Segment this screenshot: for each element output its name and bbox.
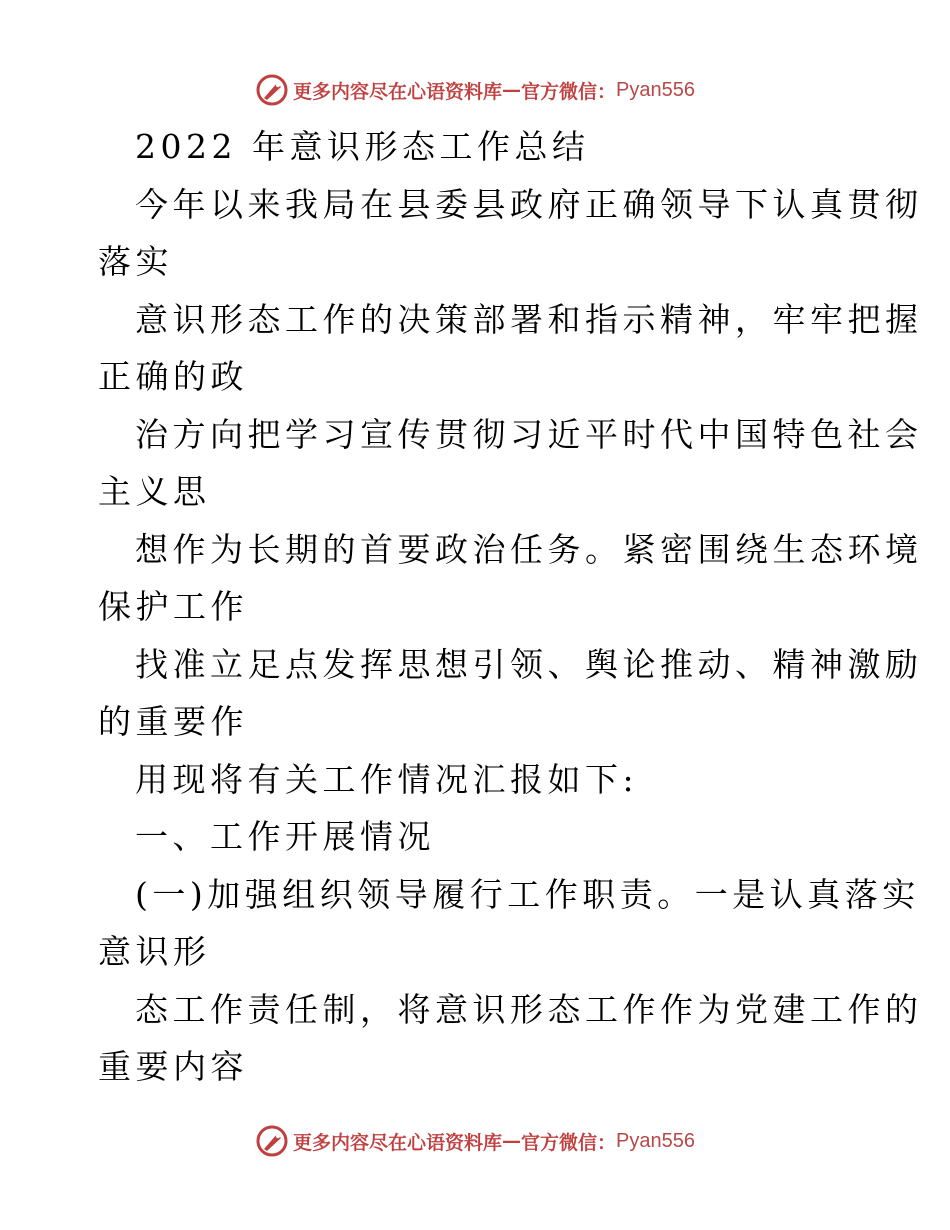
watermark-contact-label: 官方微信： bbox=[521, 1131, 617, 1154]
watermark-dash: — bbox=[502, 79, 522, 101]
header-watermark bbox=[0, 70, 950, 110]
watermark-dash: — bbox=[502, 1130, 522, 1152]
pen-nib-logo-icon bbox=[255, 1124, 289, 1158]
paragraph-line: 找准立足点发挥思想引领、舆论推动、精神激励 bbox=[135, 644, 923, 684]
document-title: 2022 年意识形态工作总结 bbox=[135, 127, 590, 166]
paragraph-line: 正确的政 bbox=[98, 357, 248, 396]
section-heading: 一、工作开展情况 bbox=[135, 817, 435, 856]
paragraph-line: 保护工作 bbox=[98, 587, 248, 626]
paragraph-line: 主义思 bbox=[98, 472, 211, 511]
paragraph-line: 意识形 bbox=[98, 932, 211, 971]
watermark-contact-label: 官方微信： bbox=[521, 80, 617, 103]
paragraph-line: 态工作责任制，将意识形态工作作为党建工作的 bbox=[135, 989, 923, 1029]
paragraph-line: 意识形态工作的决策部署和指示精神，牢牢把握 bbox=[135, 299, 923, 339]
paragraph-line: 想作为长期的首要政治任务。紧密围绕生态环境 bbox=[135, 529, 923, 569]
watermark-contact-id: Pyan556 bbox=[616, 1129, 695, 1152]
paragraph-line: 治方向把学习宣传贯彻习近平时代中国特色社会 bbox=[135, 414, 923, 454]
document-body bbox=[98, 118, 923, 1096]
paragraph-line: 用现将有关工作情况汇报如下: bbox=[135, 759, 639, 799]
paragraph-line: 的重要作 bbox=[98, 702, 248, 741]
subsection-line: (一)加强组织领导履行工作职责。一是认真落实 bbox=[135, 874, 920, 914]
watermark-text: 更多内容尽在心语资料库 bbox=[293, 1131, 503, 1154]
paragraph-line: 今年以来我局在县委县政府正确领导下认真贯彻 bbox=[135, 184, 923, 224]
footer-watermark bbox=[0, 1121, 950, 1161]
pen-nib-logo-icon bbox=[255, 73, 289, 107]
paragraph-line: 重要内容 bbox=[98, 1047, 248, 1086]
watermark-contact-id: Pyan556 bbox=[616, 78, 695, 101]
watermark-text: 更多内容尽在心语资料库 bbox=[293, 80, 503, 103]
paragraph-line: 落实 bbox=[98, 242, 173, 281]
